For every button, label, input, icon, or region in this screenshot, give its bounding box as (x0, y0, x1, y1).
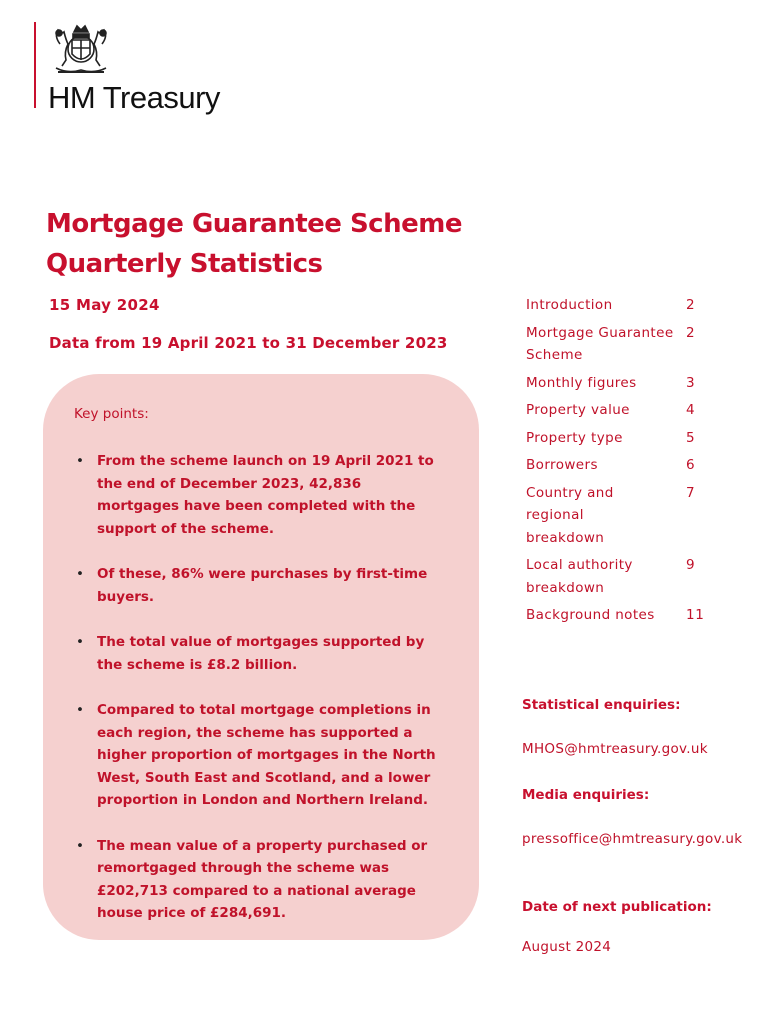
statistical-enquiries-email[interactable]: MHOS@hmtreasury.gov.uk (522, 741, 708, 757)
next-publication-heading: Date of next publication: (522, 899, 712, 915)
toc-item-label[interactable]: Monthly figures (526, 374, 637, 391)
toc-item-label[interactable]: Mortgage Guarantee Scheme (526, 324, 674, 363)
media-enquiries-heading: Media enquiries: (522, 787, 650, 803)
toc-item-label[interactable]: Property value (526, 402, 630, 418)
toc-item-property-type[interactable] (526, 427, 746, 450)
toc-item-background-notes[interactable] (526, 604, 746, 627)
toc-item-introduction[interactable] (526, 294, 746, 317)
toc-item-label[interactable]: Borrowers (526, 457, 598, 473)
key-points-list (76, 450, 436, 948)
key-point-item: • Of these, 86% were purchases by first-time buyers. (76, 563, 436, 608)
title-line-1: Mortgage Guarantee Scheme (46, 209, 462, 239)
toc-item-country-regional[interactable] (526, 482, 746, 550)
key-point-item: • The total value of mortgages supported by the scheme is £8.2 billion. (76, 631, 436, 676)
toc-item-label[interactable]: Local authority breakdown (526, 557, 633, 596)
media-enquiries-email[interactable]: pressoffice@hmtreasury.gov.uk (522, 831, 743, 847)
toc-item-property-value[interactable] (526, 399, 746, 422)
toc-item-page: 9 (686, 557, 696, 573)
data-range: Data from 19 April 2021 to 31 December 2023 (49, 334, 448, 352)
toc-item-label[interactable]: Country and regional breakdown (526, 484, 614, 546)
key-point-item: • Compared to total mortgage completions in each region, the scheme has supported a higher proportion of mortgages in the North West, South East and Scotland, and a lower proportion in London and Northern Ireland. (76, 699, 436, 812)
toc-item-page: 2 (686, 324, 696, 341)
toc-item-local-authority[interactable] (526, 554, 746, 599)
royal-coat-of-arms-icon (48, 22, 114, 78)
key-point-item: • The mean value of a property purchased or remortgaged through the scheme was £202,713 compared to a national average house price of £284,691. (76, 835, 436, 925)
toc-item-page: 3 (686, 374, 696, 391)
toc-item-label[interactable]: Background notes (526, 607, 655, 623)
publication-date: 15 May 2024 (49, 296, 160, 314)
toc-item-page: 5 (686, 429, 696, 446)
title-line-2: Quarterly Statistics (46, 249, 323, 279)
toc-item-label[interactable]: Introduction (526, 297, 613, 313)
logo-divider (34, 22, 36, 108)
organisation-name: HM Treasury (48, 80, 220, 115)
document-title (46, 204, 516, 284)
table-of-contents (526, 294, 746, 632)
toc-item-borrowers[interactable] (526, 454, 746, 477)
toc-item-mortgage-guarantee-scheme[interactable] (526, 322, 746, 367)
key-points-box (43, 374, 479, 940)
statistical-enquiries-heading: Statistical enquiries: (522, 697, 681, 713)
toc-item-page: 11 (686, 607, 705, 623)
key-point-item: • From the scheme launch on 19 April 2021 to the end of December 2023, 42,836 mortgages have been completed with the support of the scheme. (76, 450, 436, 540)
next-publication-date: August 2024 (522, 939, 612, 955)
toc-item-page: 2 (686, 297, 696, 313)
toc-item-label[interactable]: Property type (526, 429, 623, 446)
toc-item-monthly-figures[interactable] (526, 372, 746, 395)
toc-item-page: 6 (686, 457, 696, 473)
key-points-heading: Key points: (74, 406, 149, 422)
toc-item-page: 4 (686, 402, 696, 418)
toc-item-page: 7 (686, 484, 696, 501)
